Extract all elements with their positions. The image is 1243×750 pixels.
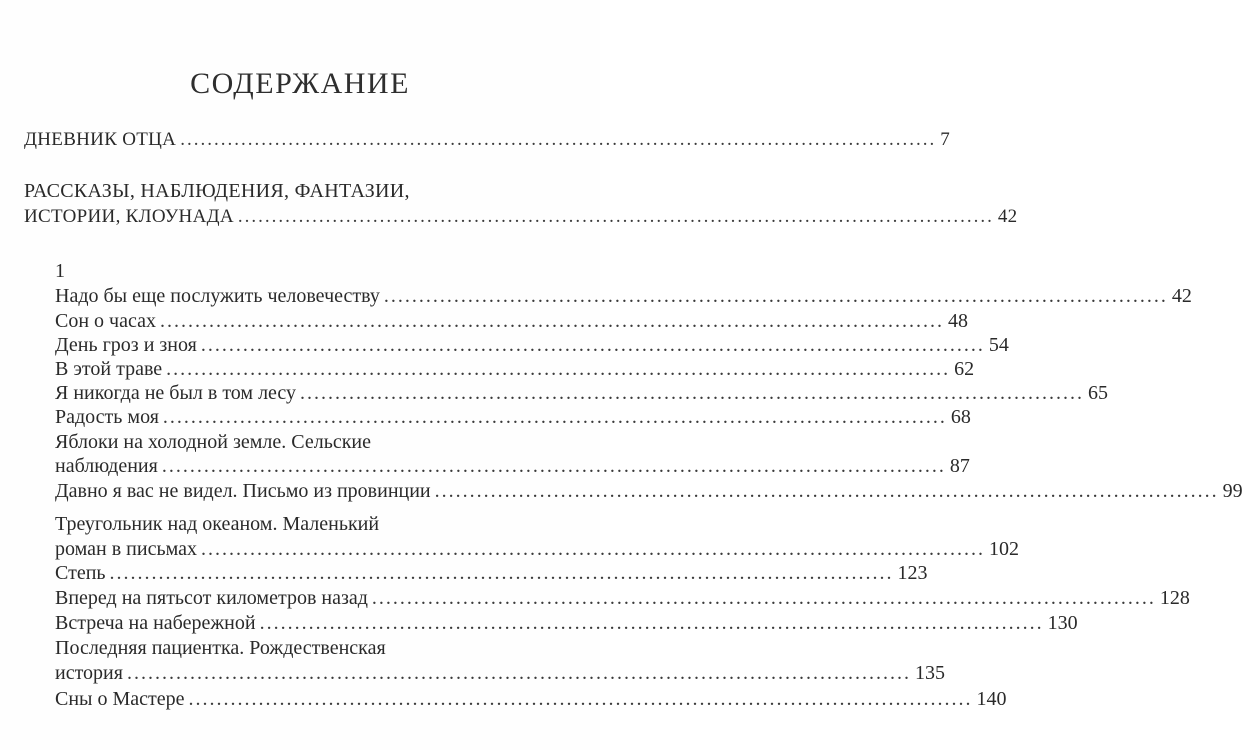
toc-entry-title: Вперед на пятьсот километров назад (55, 587, 368, 609)
leader-dots: ................................................................................................................ (180, 129, 937, 150)
toc-entry-title: Давно я вас не видел. Письмо из провинции (55, 480, 431, 502)
toc-entry (0, 283, 1192, 309)
toc-entry-title-line1: РАССКАЗЫ, НАБЛЮДЕНИЯ, ФАНТАЗИИ, (24, 180, 410, 202)
toc-page-number: 68 (950, 406, 971, 428)
toc-entry (0, 453, 970, 479)
leader-dots: ................................................................................................................ (161, 455, 946, 477)
toc-entry (0, 610, 1078, 636)
toc-page-number: 65 (1088, 382, 1109, 404)
toc-entry (0, 686, 1007, 712)
toc-entry-title-line1: Треугольник над океаном. Маленький (55, 513, 380, 535)
toc-page-number: 42 (1171, 285, 1192, 307)
toc-page-number: 54 (988, 334, 1009, 356)
leader-dots: ................................................................................................................ (383, 285, 1168, 307)
toc-entry (0, 380, 1109, 406)
toc-entry-title: роман в письмах (55, 538, 197, 560)
toc-entry-title: наблюдения (55, 455, 158, 477)
toc-page-number: 135 (914, 662, 945, 684)
toc-entry (0, 332, 1009, 358)
toc-entry (0, 585, 1190, 611)
leader-dots: ................................................................................................................ (159, 310, 944, 332)
leader-dots: ................................................................................................................ (109, 562, 894, 584)
toc-section-stories (0, 204, 1018, 230)
toc-page-number: 140 (976, 688, 1007, 710)
toc-page-number: 99 (1222, 480, 1243, 502)
leader-dots: ................................................................................................................ (200, 538, 985, 560)
leader-dots: ................................................................................................................ (166, 358, 951, 380)
toc-entry-title: День гроз и зноя (55, 334, 197, 356)
toc-entry-title: Сны о Мастере (55, 688, 185, 710)
toc-entry (0, 308, 968, 334)
toc-entry-title: история (55, 662, 123, 684)
toc-entry-title: Радость моя (55, 406, 159, 428)
toc-entry-title: ИСТОРИИ, КЛОУНАДА (24, 206, 234, 227)
toc-page-number: 102 (988, 538, 1019, 560)
leader-dots: ................................................................................................................ (434, 480, 1219, 502)
leader-dots: ................................................................................................................ (200, 334, 985, 356)
toc-page-number: 87 (949, 455, 970, 477)
leader-dots: ................................................................................................................ (188, 688, 973, 710)
toc-section-diary (0, 127, 951, 153)
toc-entry-title-line1: Последняя пациентка. Рождественская (55, 637, 386, 659)
leader-dots: ................................................................................................................ (126, 662, 911, 684)
toc-entry (0, 660, 945, 686)
toc-page-number: 123 (897, 562, 928, 584)
leader-dots: ................................................................................................................ (300, 382, 1085, 404)
toc-page-number: 130 (1047, 612, 1078, 634)
toc-page-number: 62 (954, 358, 975, 380)
toc-entry (0, 356, 975, 382)
toc-entry (0, 560, 928, 586)
toc-entry-title: ДНЕВНИК ОТЦА (24, 129, 177, 150)
toc-entry-title: Я никогда не был в том лесу (55, 382, 297, 404)
part-number: 1 (55, 260, 65, 282)
toc-entry (0, 404, 971, 430)
toc-page-number: 48 (947, 310, 968, 332)
page-title: СОДЕРЖАНИЕ (190, 67, 410, 100)
toc-page-number: 128 (1159, 587, 1190, 609)
leader-dots: ................................................................................................................ (237, 206, 994, 227)
toc-entry-title: Сон о часах (55, 310, 156, 332)
leader-dots: ................................................................................................................ (371, 587, 1156, 609)
leader-dots: ................................................................................................................ (259, 612, 1044, 634)
toc-entry-title: Встреча на набережной (55, 612, 256, 634)
toc-entry-title: В этой траве (55, 358, 163, 380)
toc-page-number: 42 (997, 206, 1018, 227)
toc-entry (0, 478, 1243, 504)
toc-entry-title: Надо бы еще послужить человечеству (55, 285, 380, 307)
leader-dots: ................................................................................................................ (162, 406, 947, 428)
toc-entry (0, 536, 1019, 562)
toc-entry-title: Степь (55, 562, 106, 584)
toc-page-number: 7 (940, 129, 951, 150)
toc-entry-title-line1: Яблоки на холодной земле. Сельские (55, 431, 371, 453)
